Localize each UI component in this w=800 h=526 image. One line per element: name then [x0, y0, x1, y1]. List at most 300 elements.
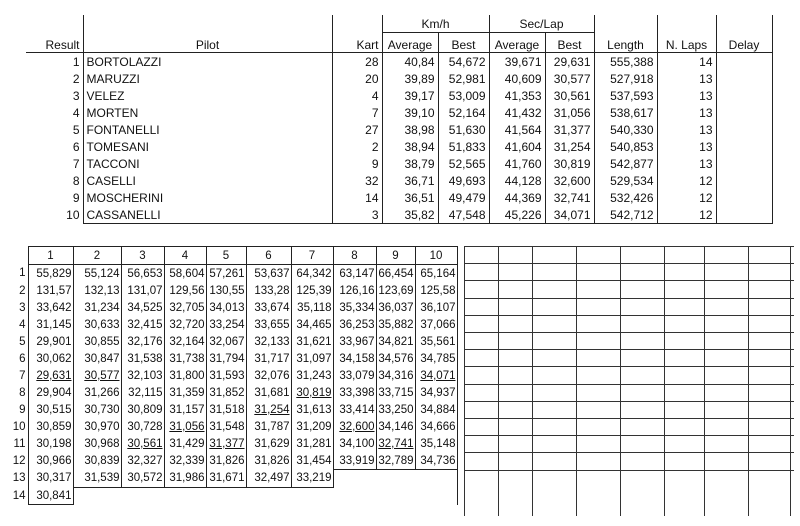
grid-line-vertical: [498, 246, 499, 516]
header-sec-average: Average: [489, 33, 545, 53]
lap-pilot-header: 7: [291, 247, 333, 265]
lap-number: 1: [19, 267, 26, 280]
lap-time: 34,158: [333, 350, 376, 367]
lap-time: 30,968: [73, 435, 121, 452]
result-cell-pilot: CASSANELLI: [83, 206, 332, 224]
lap-time: 34,100: [333, 435, 376, 452]
result-cell-laps: 12: [657, 206, 716, 224]
lap-time-best: 32,741: [376, 435, 415, 452]
lap-row: [6, 452, 457, 470]
lap-time: 33,715: [376, 384, 415, 401]
lap-row: [6, 282, 457, 299]
lap-time: 63,147: [333, 265, 376, 283]
lap-time: 31,794: [206, 350, 246, 367]
result-cell-pilot: TOMESANI: [83, 138, 332, 155]
lap-time: 30,855: [73, 333, 121, 350]
result-cell-length: 555,388: [594, 53, 657, 71]
lap-number: 2: [19, 284, 26, 297]
lap-time: 32,176: [121, 333, 164, 350]
grid-line-horizontal: [464, 435, 794, 436]
lap-time: 34,736: [415, 452, 457, 470]
lap-time: 31,800: [164, 367, 206, 384]
lap-time: [415, 487, 457, 505]
lap-time: 32,076: [246, 367, 291, 384]
lap-time: 34,316: [376, 367, 415, 384]
lap-time: 35,118: [291, 299, 333, 316]
result-cell-pilot: FONTANELLI: [83, 121, 332, 138]
result-cell-delay: [716, 87, 772, 104]
result-cell-pilot: MORTEN: [83, 104, 332, 121]
lap-number: 10: [12, 420, 26, 433]
result-cell-kart: 27: [332, 121, 382, 138]
lap-time: 31,671: [206, 470, 246, 488]
lap-number: 12: [12, 454, 26, 467]
result-cell-kmh-best: 49,693: [438, 172, 489, 189]
result-row: [26, 189, 772, 206]
lap-time: [206, 487, 246, 505]
result-cell-result: 7: [72, 156, 80, 171]
lap-time: 33,398: [333, 384, 376, 401]
lap-number: 9: [19, 403, 26, 416]
lap-time: 35,561: [415, 333, 457, 350]
grid-line-horizontal: [464, 246, 794, 247]
lap-row: [6, 265, 457, 283]
results-table: [26, 15, 773, 224]
grid-line-vertical: [532, 246, 533, 516]
lap-row: [6, 435, 457, 452]
lap-time: 30,839: [73, 452, 121, 470]
result-cell-kart: 2: [332, 138, 382, 155]
result-cell-delay: [716, 138, 772, 155]
result-cell-sec-best: 31,056: [545, 104, 594, 121]
lap-time: 31,826: [246, 452, 291, 470]
result-cell-sec-avg: 41,604: [489, 138, 545, 155]
lap-time: 30,062: [28, 350, 73, 367]
grid-line-vertical: [576, 246, 577, 516]
lap-time: 123,69: [376, 282, 415, 299]
grid-line-vertical: [704, 246, 705, 516]
result-row: [26, 104, 772, 121]
result-cell-laps: 13: [657, 104, 716, 121]
grid-line-horizontal: [464, 349, 794, 350]
lap-time: 33,919: [333, 452, 376, 470]
result-cell-length: 529,534: [594, 172, 657, 189]
result-cell-length: 527,918: [594, 70, 657, 87]
lap-time: 33,655: [246, 316, 291, 333]
lap-time: 31,681: [246, 384, 291, 401]
result-cell-kmh-avg: 38,94: [382, 138, 438, 155]
lap-pilot-header: 5: [206, 247, 246, 265]
lap-time: 31,518: [206, 401, 246, 418]
lap-pilot-header: 10: [415, 247, 457, 265]
result-cell-length: 532,426: [594, 189, 657, 206]
lap-time: 31,539: [73, 470, 121, 488]
lap-time: 33,079: [333, 367, 376, 384]
lap-time: 32,415: [121, 316, 164, 333]
lap-time: 31,266: [73, 384, 121, 401]
lap-time: 64,342: [291, 265, 333, 283]
result-cell-kmh-best: 47,548: [438, 206, 489, 224]
result-cell-pilot: TACCONI: [83, 155, 332, 172]
lap-time: 34,013: [206, 299, 246, 316]
lap-time: 30,809: [121, 401, 164, 418]
lap-number: 8: [19, 386, 26, 399]
result-cell-kmh-best: 49,479: [438, 189, 489, 206]
header-kmh-best: Best: [438, 33, 489, 53]
result-cell-kart: 32: [332, 172, 382, 189]
result-cell-kmh-best: 53,009: [438, 87, 489, 104]
lap-time: 32,339: [164, 452, 206, 470]
result-cell-kart: 4: [332, 87, 382, 104]
lap-row: [6, 487, 457, 505]
result-cell-sec-avg: 44,128: [489, 172, 545, 189]
lap-time: [73, 487, 121, 505]
lap-time: 58,604: [164, 265, 206, 283]
lap-number: 6: [19, 352, 26, 365]
lap-times-table: [6, 246, 458, 505]
lap-time: 37,066: [415, 316, 457, 333]
lap-time: 132,13: [73, 282, 121, 299]
lap-time-best: 30,577: [73, 367, 121, 384]
result-cell-sec-best: 29,631: [545, 53, 594, 71]
lap-time: 31,234: [73, 299, 121, 316]
lap-time: 31,717: [246, 350, 291, 367]
lap-time: 31,097: [291, 350, 333, 367]
grid-line-horizontal: [464, 332, 794, 333]
result-cell-laps: 13: [657, 121, 716, 138]
lap-number: 13: [12, 472, 26, 485]
lap-time-best: 32,600: [333, 418, 376, 435]
result-cell-pilot: MOSCHERINI: [83, 189, 332, 206]
lap-time: 133,28: [246, 282, 291, 299]
lap-time: 30,859: [28, 418, 73, 435]
lap-time: 31,852: [206, 384, 246, 401]
lap-time: 129,56: [164, 282, 206, 299]
result-cell-delay: [716, 53, 772, 71]
seclap-group-header: Sec/Lap: [489, 15, 594, 33]
lap-time: 35,882: [376, 316, 415, 333]
result-cell-length: 540,330: [594, 121, 657, 138]
result-cell-sec-best: 30,577: [545, 70, 594, 87]
lap-number: 5: [19, 335, 26, 348]
lap-time: 30,966: [28, 452, 73, 470]
lap-time: [333, 487, 376, 505]
lap-pilot-header: 9: [376, 247, 415, 265]
result-cell-kart: 20: [332, 70, 382, 87]
result-cell-kmh-best: 51,630: [438, 121, 489, 138]
lap-time: 30,572: [121, 470, 164, 488]
result-cell-kmh-avg: 36,51: [382, 189, 438, 206]
result-cell-kmh-avg: 39,10: [382, 104, 438, 121]
result-cell-laps: 13: [657, 138, 716, 155]
lap-time: 36,253: [333, 316, 376, 333]
result-row: [26, 155, 772, 172]
lap-time: 31,593: [206, 367, 246, 384]
lap-time: 33,414: [333, 401, 376, 418]
result-cell-kmh-best: 52,981: [438, 70, 489, 87]
lap-time: 33,642: [28, 299, 73, 316]
lap-time: 35,334: [333, 299, 376, 316]
result-row: [26, 206, 772, 224]
lap-time: 31,538: [121, 350, 164, 367]
lap-time: 34,785: [415, 350, 457, 367]
grid-line-vertical: [748, 246, 749, 516]
result-cell-sec-best: 30,819: [545, 155, 594, 172]
grid-line-horizontal: [464, 263, 794, 264]
lap-time: 33,674: [246, 299, 291, 316]
result-cell-sec-avg: 41,353: [489, 87, 545, 104]
lap-time: 55,124: [73, 265, 121, 283]
lap-time: 30,317: [28, 470, 73, 488]
lap-row: [6, 350, 457, 367]
grid-line-horizontal: [464, 366, 794, 367]
lap-time-best: 29,631: [28, 367, 73, 384]
result-cell-result: 5: [72, 122, 80, 137]
lap-time: 30,841: [28, 487, 73, 505]
empty-grid: [464, 246, 794, 516]
result-cell-length: 538,617: [594, 104, 657, 121]
result-row: [26, 138, 772, 155]
lap-number: 4: [19, 318, 26, 331]
result-cell-delay: [716, 206, 772, 224]
lap-row: [6, 299, 457, 316]
lap-number: 7: [19, 369, 26, 382]
grid-line-vertical: [464, 246, 465, 516]
lap-time: 32,133: [246, 333, 291, 350]
lap-time: 31,738: [164, 350, 206, 367]
result-cell-delay: [716, 172, 772, 189]
lap-time: 30,633: [73, 316, 121, 333]
result-cell-pilot: BORTOLAZZI: [83, 53, 332, 71]
result-cell-length: 540,853: [594, 138, 657, 155]
lap-time: 131,57: [28, 282, 73, 299]
lap-time: 31,157: [164, 401, 206, 418]
lap-time: 31,281: [291, 435, 333, 452]
lap-time: [376, 470, 415, 488]
lap-time: 32,789: [376, 452, 415, 470]
result-cell-kmh-avg: 39,89: [382, 70, 438, 87]
result-cell-sec-avg: 41,432: [489, 104, 545, 121]
lap-time: 30,515: [28, 401, 73, 418]
lap-time: 33,250: [376, 401, 415, 418]
lap-time: 30,847: [73, 350, 121, 367]
header-delay: Delay: [716, 33, 772, 53]
lap-time: 32,103: [121, 367, 164, 384]
lap-time: 34,666: [415, 418, 457, 435]
lap-time: 31,826: [206, 452, 246, 470]
lap-row: [6, 418, 457, 435]
lap-time: 125,39: [291, 282, 333, 299]
lap-time: 30,730: [73, 401, 121, 418]
result-cell-laps: 12: [657, 172, 716, 189]
lap-time: 31,243: [291, 367, 333, 384]
lap-time: 30,728: [121, 418, 164, 435]
grid-line-horizontal: [464, 315, 794, 316]
result-row: [26, 53, 772, 71]
lap-time: 33,967: [333, 333, 376, 350]
lap-time: 31,548: [206, 418, 246, 435]
result-cell-result: 9: [72, 190, 80, 205]
lap-time: 131,07: [121, 282, 164, 299]
lap-time: 33,254: [206, 316, 246, 333]
lap-time: 31,429: [164, 435, 206, 452]
header-nlaps: N. Laps: [657, 33, 716, 53]
header-kmh-average: Average: [382, 33, 438, 53]
lap-time-best: 31,377: [206, 435, 246, 452]
lap-time: 31,621: [291, 333, 333, 350]
grid-line-horizontal: [464, 401, 794, 402]
header-result: Result: [26, 33, 83, 53]
lap-time: 32,705: [164, 299, 206, 316]
lap-time: 31,613: [291, 401, 333, 418]
result-cell-kmh-best: 54,672: [438, 53, 489, 71]
result-cell-laps: 12: [657, 189, 716, 206]
result-cell-kmh-avg: 38,79: [382, 155, 438, 172]
result-cell-result: 10: [66, 207, 80, 222]
lap-time: 34,465: [291, 316, 333, 333]
lap-number: 11: [13, 437, 26, 450]
lap-row: [6, 367, 457, 384]
lap-time: 32,720: [164, 316, 206, 333]
grid-line-horizontal: [464, 452, 794, 453]
result-cell-kmh-avg: 39,17: [382, 87, 438, 104]
result-cell-sec-best: 31,377: [545, 121, 594, 138]
lap-pilot-header: 4: [164, 247, 206, 265]
grid-line-horizontal: [464, 418, 794, 419]
header-sec-best: Best: [545, 33, 594, 53]
result-cell-sec-avg: 44,369: [489, 189, 545, 206]
lap-row: [6, 401, 457, 418]
result-cell-laps: 13: [657, 155, 716, 172]
result-cell-kmh-avg: 40,84: [382, 53, 438, 71]
header-kart: Kart: [332, 33, 382, 53]
lap-time: [415, 470, 457, 488]
lap-row: [6, 316, 457, 333]
lap-time: 125,58: [415, 282, 457, 299]
result-cell-pilot: VELEZ: [83, 87, 332, 104]
result-cell-kart: 9: [332, 155, 382, 172]
result-cell-delay: [716, 70, 772, 87]
result-cell-pilot: MARUZZI: [83, 70, 332, 87]
result-cell-result: 6: [72, 139, 80, 154]
lap-time: 32,497: [246, 470, 291, 488]
lap-time: 32,067: [206, 333, 246, 350]
result-cell-laps: 13: [657, 87, 716, 104]
result-cell-kart: 3: [332, 206, 382, 224]
lap-time: 30,970: [73, 418, 121, 435]
lap-time: 29,904: [28, 384, 73, 401]
result-cell-kmh-best: 51,833: [438, 138, 489, 155]
result-row: [26, 121, 772, 138]
lap-time: 34,884: [415, 401, 457, 418]
lap-time: 56,653: [121, 265, 164, 283]
grid-line-vertical: [664, 246, 665, 516]
result-cell-kart: 7: [332, 104, 382, 121]
lap-time: 31,359: [164, 384, 206, 401]
result-cell-kmh-best: 52,164: [438, 104, 489, 121]
grid-line-horizontal: [464, 384, 794, 385]
lap-time: [246, 487, 291, 505]
result-cell-result: 8: [72, 173, 80, 188]
result-cell-result: 2: [72, 71, 80, 86]
result-cell-length: 537,593: [594, 87, 657, 104]
lap-time-best: 31,056: [164, 418, 206, 435]
result-cell-sec-avg: 41,760: [489, 155, 545, 172]
lap-row: [6, 333, 457, 350]
lap-time-best: 34,071: [415, 367, 457, 384]
grid-line-horizontal: [464, 280, 794, 281]
result-cell-sec-best: 34,071: [545, 206, 594, 224]
result-cell-sec-avg: 45,226: [489, 206, 545, 224]
lap-time: 32,164: [164, 333, 206, 350]
result-cell-kart: 28: [332, 53, 382, 71]
lap-time: 31,986: [164, 470, 206, 488]
lap-number: 3: [19, 301, 26, 314]
lap-time: 66,454: [376, 265, 415, 283]
result-cell-sec-avg: 41,564: [489, 121, 545, 138]
result-cell-kmh-avg: 38,98: [382, 121, 438, 138]
result-cell-length: 542,712: [594, 206, 657, 224]
result-row: [26, 87, 772, 104]
lap-pilot-header: 2: [73, 247, 121, 265]
grid-line-horizontal: [464, 470, 794, 471]
result-cell-laps: 14: [657, 53, 716, 71]
result-cell-kart: 14: [332, 189, 382, 206]
lap-time: 34,821: [376, 333, 415, 350]
lap-time: 31,454: [291, 452, 333, 470]
lap-pilot-header: 8: [333, 247, 376, 265]
lap-time: 130,55: [206, 282, 246, 299]
lap-time: 31,787: [246, 418, 291, 435]
lap-time: 36,037: [376, 299, 415, 316]
lap-time: 55,829: [28, 265, 73, 283]
result-cell-result: 3: [72, 88, 80, 103]
lap-row: [6, 470, 457, 488]
lap-time-best: 30,819: [291, 384, 333, 401]
lap-time: 57,261: [206, 265, 246, 283]
lap-time: 32,115: [121, 384, 164, 401]
lap-time: 29,901: [28, 333, 73, 350]
kmh-group-header: Km/h: [382, 15, 489, 33]
result-cell-delay: [716, 104, 772, 121]
lap-time: 34,146: [376, 418, 415, 435]
lap-time: [376, 487, 415, 505]
lap-time: [291, 487, 333, 505]
lap-time: 32,327: [121, 452, 164, 470]
lap-time: 34,937: [415, 384, 457, 401]
lap-time: 65,164: [415, 265, 457, 283]
result-cell-delay: [716, 121, 772, 138]
result-cell-delay: [716, 189, 772, 206]
result-cell-length: 542,877: [594, 155, 657, 172]
lap-pilot-header: 1: [28, 247, 73, 265]
grid-line-vertical: [620, 246, 621, 516]
lap-time: 34,525: [121, 299, 164, 316]
lap-time: 30,198: [28, 435, 73, 452]
header-length: Length: [594, 33, 657, 53]
result-cell-laps: 13: [657, 70, 716, 87]
result-cell-sec-avg: 40,609: [489, 70, 545, 87]
lap-time: [164, 487, 206, 505]
result-cell-result: 1: [72, 54, 80, 69]
result-cell-kmh-avg: 35,82: [382, 206, 438, 224]
grid-line-horizontal: [464, 298, 794, 299]
result-cell-sec-best: 32,741: [545, 189, 594, 206]
lap-time: 31,145: [28, 316, 73, 333]
lap-time-best: 30,561: [121, 435, 164, 452]
result-cell-kmh-best: 52,565: [438, 155, 489, 172]
lap-time: [333, 470, 376, 488]
